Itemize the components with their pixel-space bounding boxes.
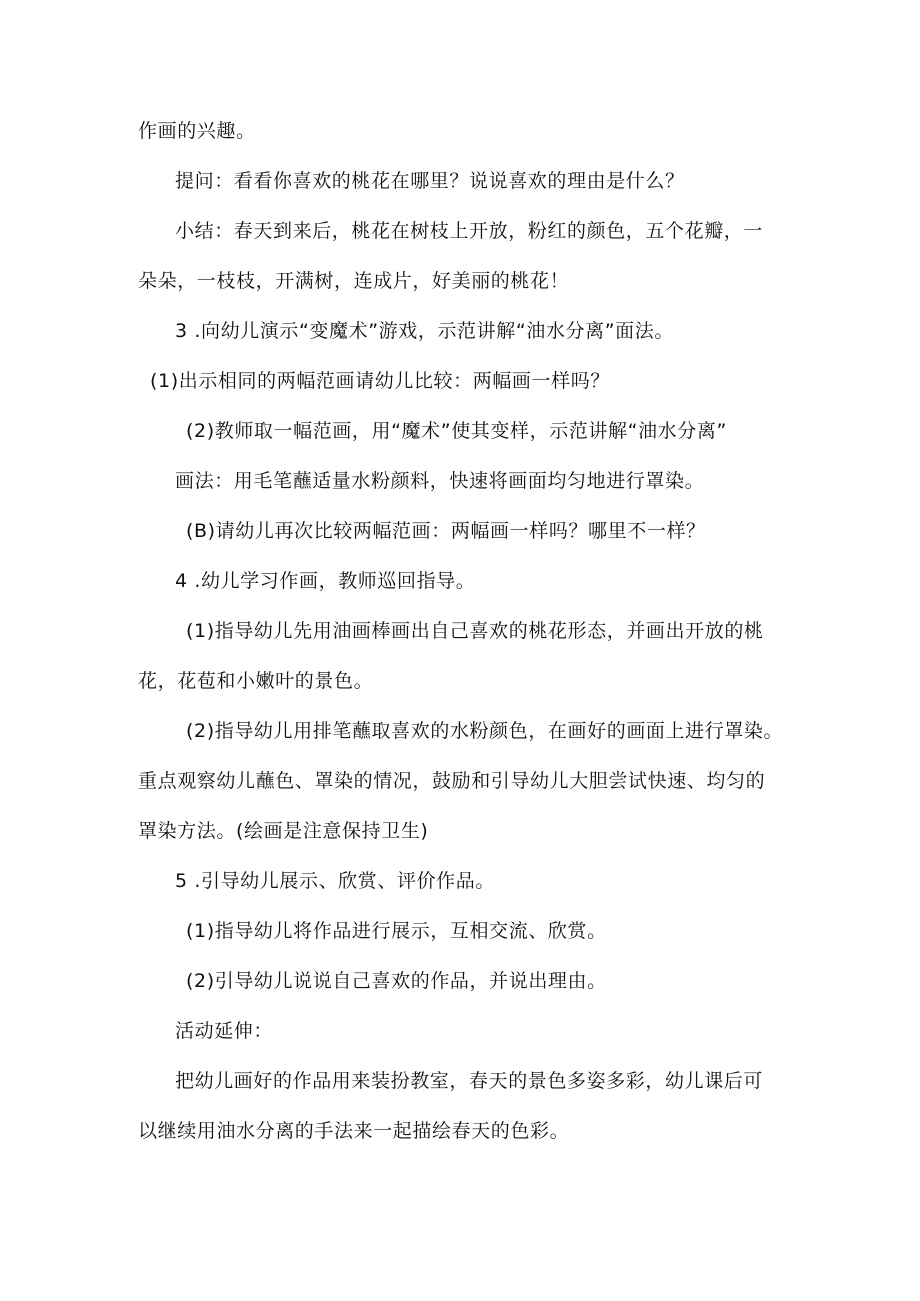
text-line: (2)教师取一幅范画，用“魔术”使其变样，示范讲解“油水分离” [186, 420, 727, 442]
text-line: (2)指导幼儿用排笔蘸取喜欢的水粉颜色，在画好的画面上进行罩染。 [186, 720, 784, 742]
text-line: 画法：用毛笔蘸适量水粉颜料，快速将画面均匀地进行罩染。 [175, 470, 705, 492]
text-line: 提问：看看你喜欢的桃花在哪里？说说喜欢的理由是什么？ [175, 170, 685, 192]
text-line: 花，花苞和小嫩叶的景色。 [138, 670, 374, 692]
text-line: (1)指导幼儿先用油画棒画出自己喜欢的桃花形态，并画出开放的桃 [186, 620, 764, 642]
section-heading: 活动延伸： [175, 1020, 274, 1042]
text-line: 小结：春天到来后，桃花在树枝上开放，粉红的颜色，五个花瓣，一 [175, 220, 764, 242]
text-line: (2)引导幼儿说说自己喜欢的作品，并说出理由。 [186, 970, 607, 992]
section-heading: 5 .引导幼儿展示、欣赏、评价作品。 [175, 870, 495, 892]
text-line: 朵朵，一枝枝，开满树，连成片，好美丽的桃花！ [138, 270, 570, 292]
text-line: (1)出示相同的两幅范画请幼儿比较：两幅画一样吗？ [150, 370, 610, 392]
section-heading: 3 .向幼儿演示“变魔术”游戏，示范讲解“油水分离”面法。 [175, 320, 674, 342]
text-line: (B)请幼儿再次比较两幅范画：两幅画一样吗？哪里不一样？ [186, 520, 706, 542]
text-line: 作画的兴趣。 [138, 120, 256, 142]
section-heading: 4 .幼儿学习作画，教师巡回指导。 [175, 570, 476, 592]
text-line: 罩染方法。(绘画是注意保持卫生) [138, 820, 429, 842]
text-line: 把幼儿画好的作品用来装扮教室，春天的景色多姿多彩，幼儿课后可 [175, 1070, 764, 1092]
text-line: 重点观察幼儿蘸色、罩染的情况，鼓励和引导幼儿大胆尝试快速、均匀的 [138, 770, 766, 792]
text-line: (1)指导幼儿将作品进行展示，互相交流、欣赏。 [186, 920, 607, 942]
text-line: 以继续用油水分离的手法来一起描绘春天的色彩。 [138, 1120, 570, 1142]
